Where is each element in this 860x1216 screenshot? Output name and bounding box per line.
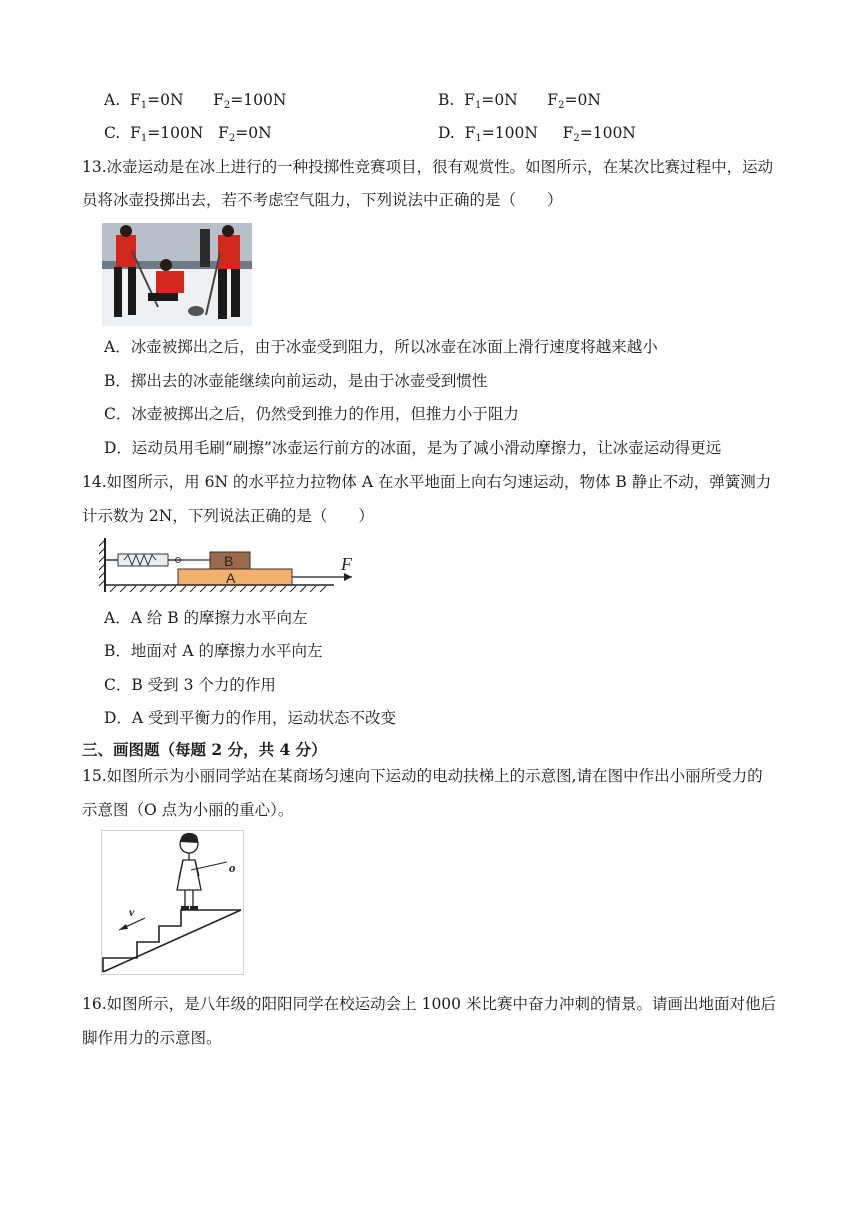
q12-option-a: A. F1=0N F2=100N <box>104 91 287 111</box>
block-b-label: B <box>224 553 234 569</box>
q12-option-b: B. F1=0N F2=0N <box>438 91 601 111</box>
force-f-label: F <box>341 554 352 574</box>
q14-stem-line1: 14.如图所示，用 6N 的水平拉力拉物体 A 在水平地面上向右匀速运动，物体 B 静止不动，弹簧测力 <box>82 473 772 491</box>
q14-option-d: D．A 受到平衡力的作用，运动状态不改变 <box>104 709 397 727</box>
q14-friction-diagram <box>98 536 364 594</box>
q13-option-a: A．冰壶被掷出之后，由于冰壶受到阻力，所以冰壶在冰面上滑行速度将越来越小 <box>104 338 658 356</box>
q14-option-c: C．B 受到 3 个力的作用 <box>104 676 276 694</box>
q12-option-d: D. F1=100N F2=100N <box>438 124 636 144</box>
q13-option-b: B．掷出去的冰壶能继续向前运动，是由于冰壶受到惯性 <box>104 372 488 390</box>
curling-photo <box>102 223 252 326</box>
section3-heading: 三、画图题（每题 2 分，共 4 分） <box>82 740 327 759</box>
center-o-label: o <box>229 860 236 875</box>
q13-option-d: D．运动员用毛刷“刷擦”冰壶运行前方的冰面，是为了减小滑动摩擦力，让冰壶运动得更远 <box>104 439 722 457</box>
q15-escalator-figure <box>101 830 244 975</box>
q13-option-c: C．冰壶被掷出之后，仍然受到推力的作用，但推力小于阻力 <box>104 405 519 423</box>
velocity-v-label: v <box>129 905 135 919</box>
q13-stem-line1: 13.冰壶运动是在冰上进行的一种投掷性竞赛项目，很有观赏性。如图所示，在某次比赛过程中，运动 <box>82 158 774 176</box>
q13-stem-line2: 员将冰壶投掷出去，若不考虑空气阻力，下列说法中正确的是（ ） <box>82 191 563 209</box>
block-a-label: A <box>226 570 236 586</box>
q16-stem-line1: 16.如图所示，是八年级的阳阳同学在校运动会上 1000 米比赛中奋力冲刺的情景。请画出地面对他后 <box>82 995 776 1013</box>
q16-stem-line2: 脚作用力的示意图。 <box>82 1029 222 1047</box>
q12-option-c: C. F1=100N F2=0N <box>104 124 272 144</box>
q14-option-b: B．地面对 A 的摩擦力水平向左 <box>104 642 323 660</box>
q14-option-a: A．A 给 B 的摩擦力水平向左 <box>104 609 308 627</box>
q15-stem-line2: 示意图（O 点为小丽的重心）。 <box>82 801 294 819</box>
q14-stem-line2: 计示数为 2N，下列说法正确的是（ ） <box>82 507 374 525</box>
q15-stem-line1: 15.如图所示为小丽同学站在某商场匀速向下运动的电动扶梯上的示意图,请在图中作出小丽所受力的 <box>82 767 763 785</box>
